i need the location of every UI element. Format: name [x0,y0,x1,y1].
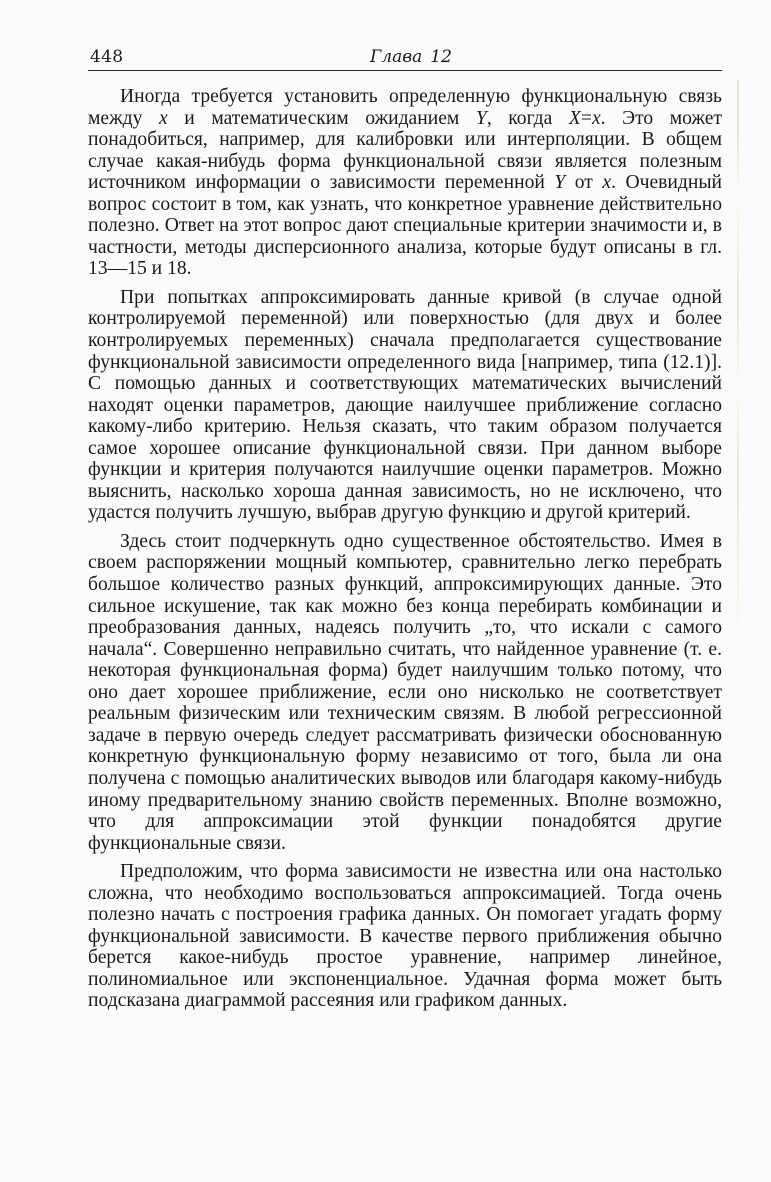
chapter-number: 12 [430,47,452,67]
math-variable: X [568,107,581,129]
paragraph: Иногда требуется установить определенную функциональную связь между x и математическим ожиданием Y, когда X=x. Это может понадобиться, например, для калибровки или интерполяции. В общем случае какая-нибудь форма функциональной связи является полезным источником информации о зависимости переменной Y от x. Очевидный вопрос состоит в том, как узнать, что конкретное уравнение действительно полезно. Ответ на этот вопрос дают специальные критерии значимости и, в частности, методы дисперсионного анализа, которые будут описаны в гл. 13—15 и 18. [88,86,722,280]
chapter-label: Глава [370,47,423,67]
math-variable: x [158,107,168,129]
math-variable: Y [475,107,487,129]
body-text [88,86,722,1019]
paragraph: При попытках аппроксимировать данные кривой (в случае одной контролируемой переменной) или поверхностью (для двух и более контролируемых переменных) сначала предполагается существование функциональной зависимости определенного вида [например, типа (12.1)]. С помощью данных и соответствующих математических вычислений находят оценки параметров, дающие наилучшее приближение согласно какому-либо критерию. Нельзя сказать, что таким образом получается самое хорошее описание функциональной связи. При данном выборе функции и критерия получаются наилучшие оценки параметров. Можно выяснить, насколько хороша данная зависимость, но не исключено, что удастся получить лучшую, выбрав другую функцию и другой критерий. [88,286,722,524]
running-head [88,44,722,71]
math-variable: x [591,107,601,129]
math-variable: Y [554,172,566,194]
chapter-title [370,47,452,67]
page-edge-shadow [737,80,739,640]
math-variable: x [602,172,612,194]
paragraph: Здесь стоит подчеркнуть одно существенное обстоятельство. Имея в своем распоряжении мощный компьютер, сравнительно легко перебрать большое количество разных функций, аппроксимирующих данные. Это сильное искушение, так как можно без конца перебирать комбинации и преобразования данных, надеясь получить „то, что искали с самого начала“. Совершенно неправильно считать, что найденное уравнение (т. е. некоторая функциональная форма) будет наилучшим только потому, что оно дает хорошее приближение, если оно нисколько не соответствует реальным физическим или техническим связям. В любой регрессионной задаче в первую очередь следует рассматривать физически обоснованную конкретную функциональную форму независимо от того, была ли она получена с помощью аналитических выводов или благодаря какому-нибудь иному предварительному знанию свойств переменных. Вполне возможно, что для аппроксимации этой функции понадобятся другие функциональные связи. [88,530,722,854]
paragraph: Предположим, что форма зависимости не известна или она настолько сложна, что необходимо воспользоваться аппроксимацией. Тогда очень полезно начать с построения графика данных. Он помогает угадать форму функциональной зависимости. В качестве первого приближения обычно берется какое-нибудь простое уравнение, например линейное, полиномиальное или экспоненциальное. Удачная форма может быть подсказана диаграммой рассеяния или графиком данных. [88,861,722,1012]
page-number: 448 [90,47,124,67]
